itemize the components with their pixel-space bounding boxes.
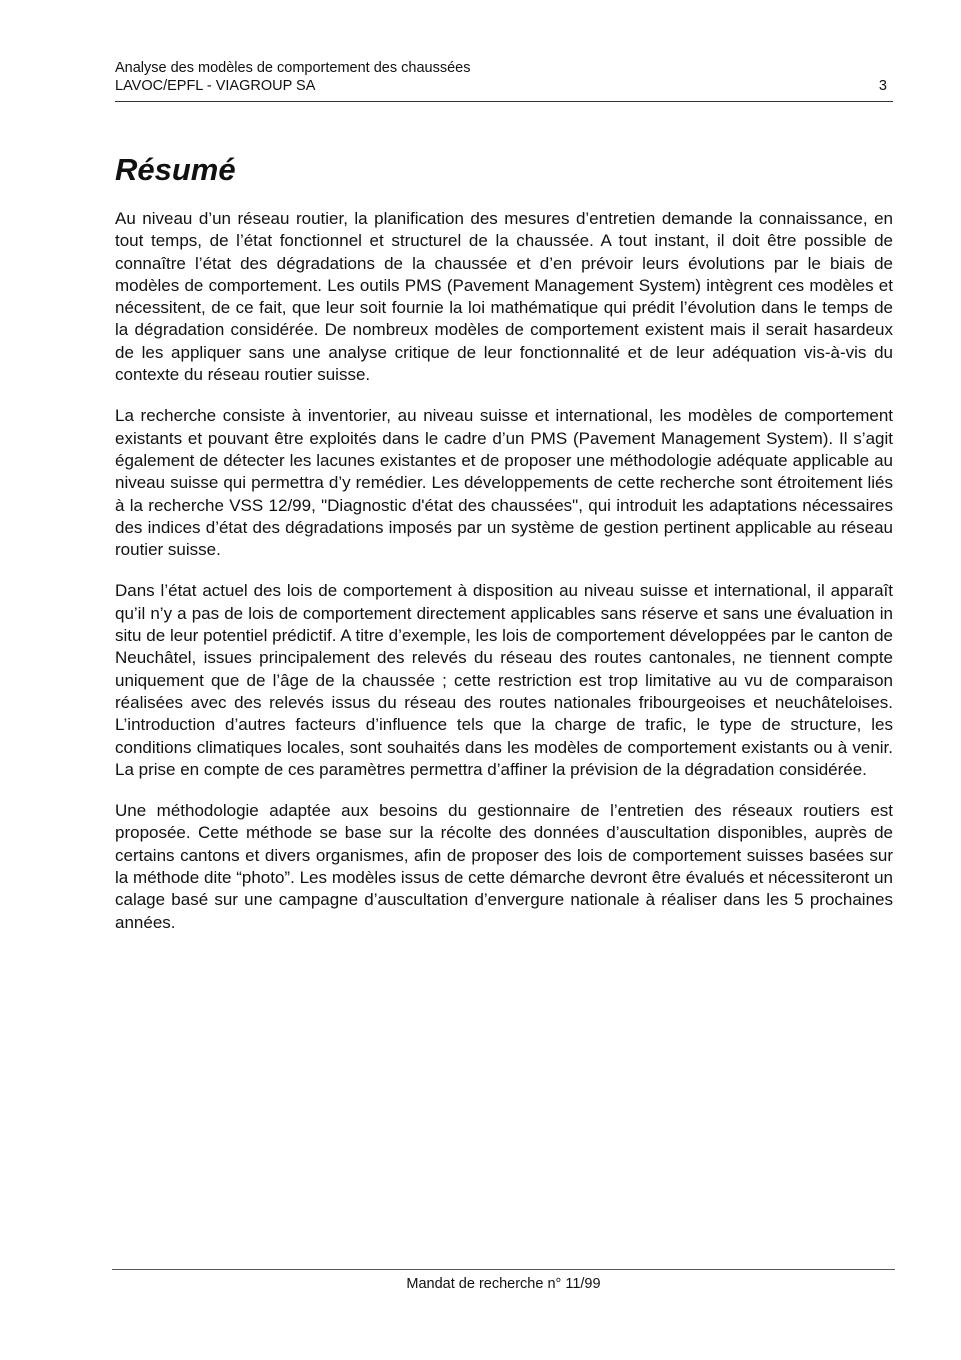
paragraph: Dans l’état actuel des lois de comportement à disposition au niveau suisse et international, il apparaît qu’il n’y a pas de lois de comportement directement applicables sans réserve et sans une évaluation in situ de leur potentiel prédictif. A titre d’exemple, les lois de comportement développées par le canton de Neuchâtel, issues principalement des relevés du réseau des routes cantonales, ne tiennent compte uniquement que de l’âge de la chaussée ; cette restriction est trop limitative au vu de comparaison réalisées avec des relevés issus du réseau des routes nationales fribourgeoises et neuchâteloises. L’introduction d’autres facteurs d’influence tels que la charge de trafic, le type de structure, les conditions climatiques locales, sont souhaités dans les modèles de comportement existants ou à venir. La prise en compte de ces paramètres permettra d’affiner la prévision de la dégradation considérée. xyxy=(115,581,893,779)
paragraph: La recherche consiste à inventorier, au niveau suisse et international, les modèles de comportement existants et pouvant être exploités dans le cadre d’un PMS (Pavement Management System). Il s’agit également de détecter les lacunes existantes et de proposer une méthodologie adéquate applicable au niveau suisse qui permettra d’y remédier. Les développements de cette recherche sont étroitement liés à la recherche VSS 12/99, "Diagnostic d'état des chaussées", qui introduit les adaptations nécessaires des indices d’état des dégradations imposés par un système de gestion pertinent applicable au réseau routier suisse. xyxy=(115,406,893,560)
paragraph: Au niveau d’un réseau routier, la planification des mesures d’entretien demande la connaissance, en tout temps, de l’état fonctionnel et structurel de la chaussée. A tout instant, il doit être possible de connaître l’état des dégradations de la chaussée et d’en prévoir leurs évolutions par le biais de modèles de comportement. Les outils PMS (Pavement Management System) intègrent ces modèles et nécessitent, de ce fait, que leur soit fournie la loi mathématique qui prédit l’évolution dans le temps de la dégradation considérée. De nombreux modèles de comportement existent mais il serait hasardeux de les appliquer sans une analyse critique de leur fonctionnalité et de leur adéquation vis-à-vis du contexte du réseau routier suisse. xyxy=(115,209,893,385)
summary-body xyxy=(115,208,893,953)
header-document-title: Analyse des modèles de comportement des chaussées xyxy=(115,60,471,76)
page-footer: Mandat de recherche n° 11/99 xyxy=(112,1269,895,1293)
paragraph: Une méthodologie adaptée aux besoins du gestionnaire de l’entretien des réseaux routiers est proposée. Cette méthode se base sur la récolte des données d’auscultation disponibles, auprès de certains cantons et divers organismes, afin de proposer des lois de comportement suisses basées sur la méthode dite “photo”. Les modèles issus de cette démarche devront être évalués et nécessiteront un calage basé sur une campagne d’auscultation d’envergure nationale à réaliser dans les 5 prochaines années. xyxy=(115,801,893,932)
page-number: 3 xyxy=(878,78,887,94)
header-organization: LAVOC/EPFL - VIAGROUP SA xyxy=(115,78,316,94)
page-header xyxy=(115,57,893,102)
section-title: Résumé xyxy=(115,152,236,187)
